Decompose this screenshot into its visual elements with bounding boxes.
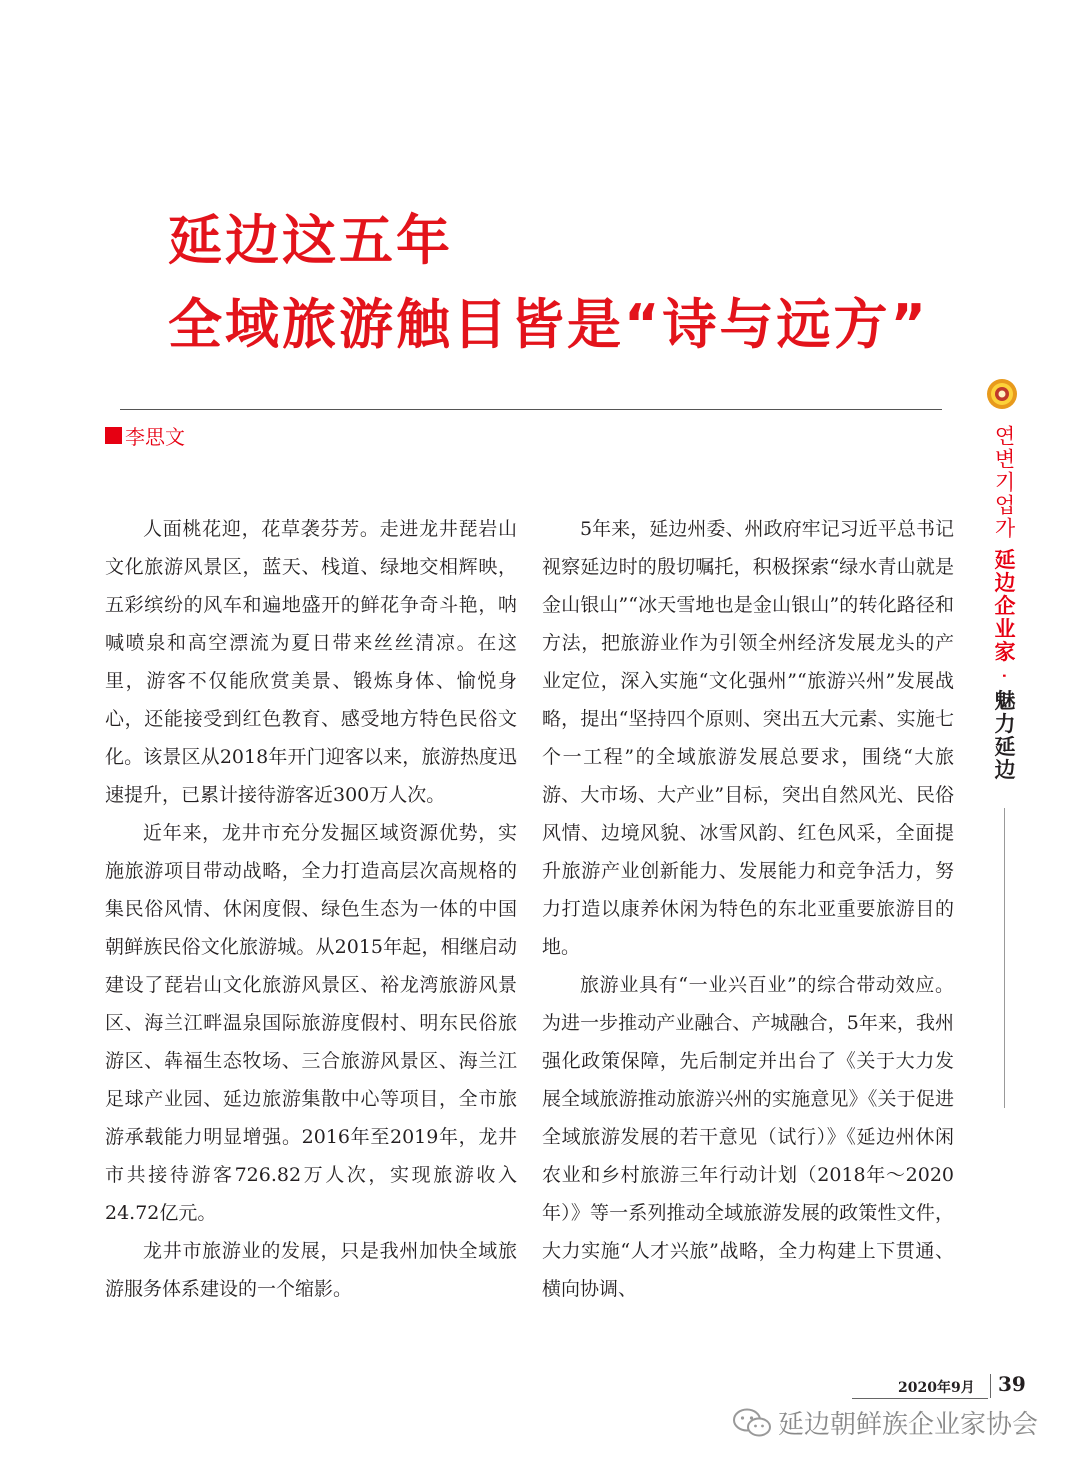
page-number: 39 [998,1372,1026,1396]
article-column-left [105,510,517,1308]
section-topic-label: 魅力延边 [992,689,1016,782]
wechat-icon [732,1406,772,1440]
section-vertical-label [990,425,1018,782]
paragraph: 人面桃花迎，花草袭芬芳。走进龙井琵岩山文化旅游风景区，蓝天、栈道、绿地交相辉映，五彩缤纷的风车和遍地盛开的鲜花争奇斗艳，呐喊喷泉和高空漂流为夏日带来丝丝清凉。在这里，游客不仅能欣赏美景、锻炼身体、愉悦身心，还能接受到红色教育、感受地方特色民俗文化。该景区从2018年开门迎客以来，旅游热度迅速提升，已累计接待游客近300万人次。 [105,518,517,806]
wechat-watermark [732,1404,1038,1441]
watermark-text: 延边朝鲜族企业家协会 [778,1410,1039,1440]
side-divider [1004,808,1005,1108]
author-byline [105,421,185,450]
paragraph: 龙井市旅游业的发展，只是我州加快全域旅游服务体系建设的一个缩影。 [105,1240,517,1300]
paragraph: 近年来，龙井市充分发掘区域资源优势，实施旅游项目带动战略，全力打造高层次高规格的集民俗风情、休闲度假、绿色生态为一体的中国朝鲜族民俗文化旅游城。从2015年起，相继启动建设了琵岩山文化旅游风景区、裕龙湾旅游风景区、海兰江畔温泉国际旅游度假村、明东民俗旅游区、犇福生态牧场、三合旅游风景区、海兰江足球产业园、延边旅游集散中心等项目，全市旅游承载能力明显增强。2016年至2019年，龙井市共接待游客726.82万人次，实现旅游收入24.72亿元。 [105,822,517,1224]
footer-separator [990,1374,991,1398]
article-column-right [542,510,954,1308]
section-separator: · [992,672,1016,682]
association-logo-icon [986,378,1018,410]
issue-date: 2020年9月 [898,1380,975,1396]
paragraph: 5年来，延边州委、州政府牢记习近平总书记视察延边时的殷切嘱托，积极探索“绿水青山就是金山银山”“冰天雪地也是金山银山”的转化路径和方法，把旅游业作为引领全州经济发展龙头的产业定位，深入实施“文化强州”“旅游兴州”发展战略，提出“坚持四个原则、突出五大元素、实施七个一工程”的全域旅游发展总要求，围绕“大旅游、大市场、大产业”目标，突出自然风光、民俗风情、边境风貌、冰雪风韵、红色风采，全面提升旅游产业创新能力、发展能力和竞争活力，努力打造以康养休闲为特色的东北亚重要旅游目的地。 [542,518,954,958]
title-divider [120,409,942,410]
author-name: 李思文 [125,425,185,449]
section-korean-label: 연변기업가 [992,425,1016,540]
page-title-line-1: 延边这五年 [168,209,453,272]
section-brand-label: 延边企业家 [992,548,1016,664]
byline-square-icon [105,427,122,444]
page-title-line-2: 全域旅游触目皆是“诗与远方” [168,293,929,356]
footer-rule [852,1398,988,1399]
paragraph: 旅游业具有“一业兴百业”的综合带动效应。为进一步推动产业融合、产城融合，5年来，我州强化政策保障，先后制定并出台了《关于大力发展全域旅游推动旅游兴州的实施意见》《关于促进全域旅游发展的若干意见（试行）》《延边州休闲农业和乡村旅游三年行动计划（2018年～2020年）》等一系列推动全域旅游发展的政策性文件，大力实施“人才兴旅”战略，全力构建上下贯通、横向协调、 [542,974,954,1300]
